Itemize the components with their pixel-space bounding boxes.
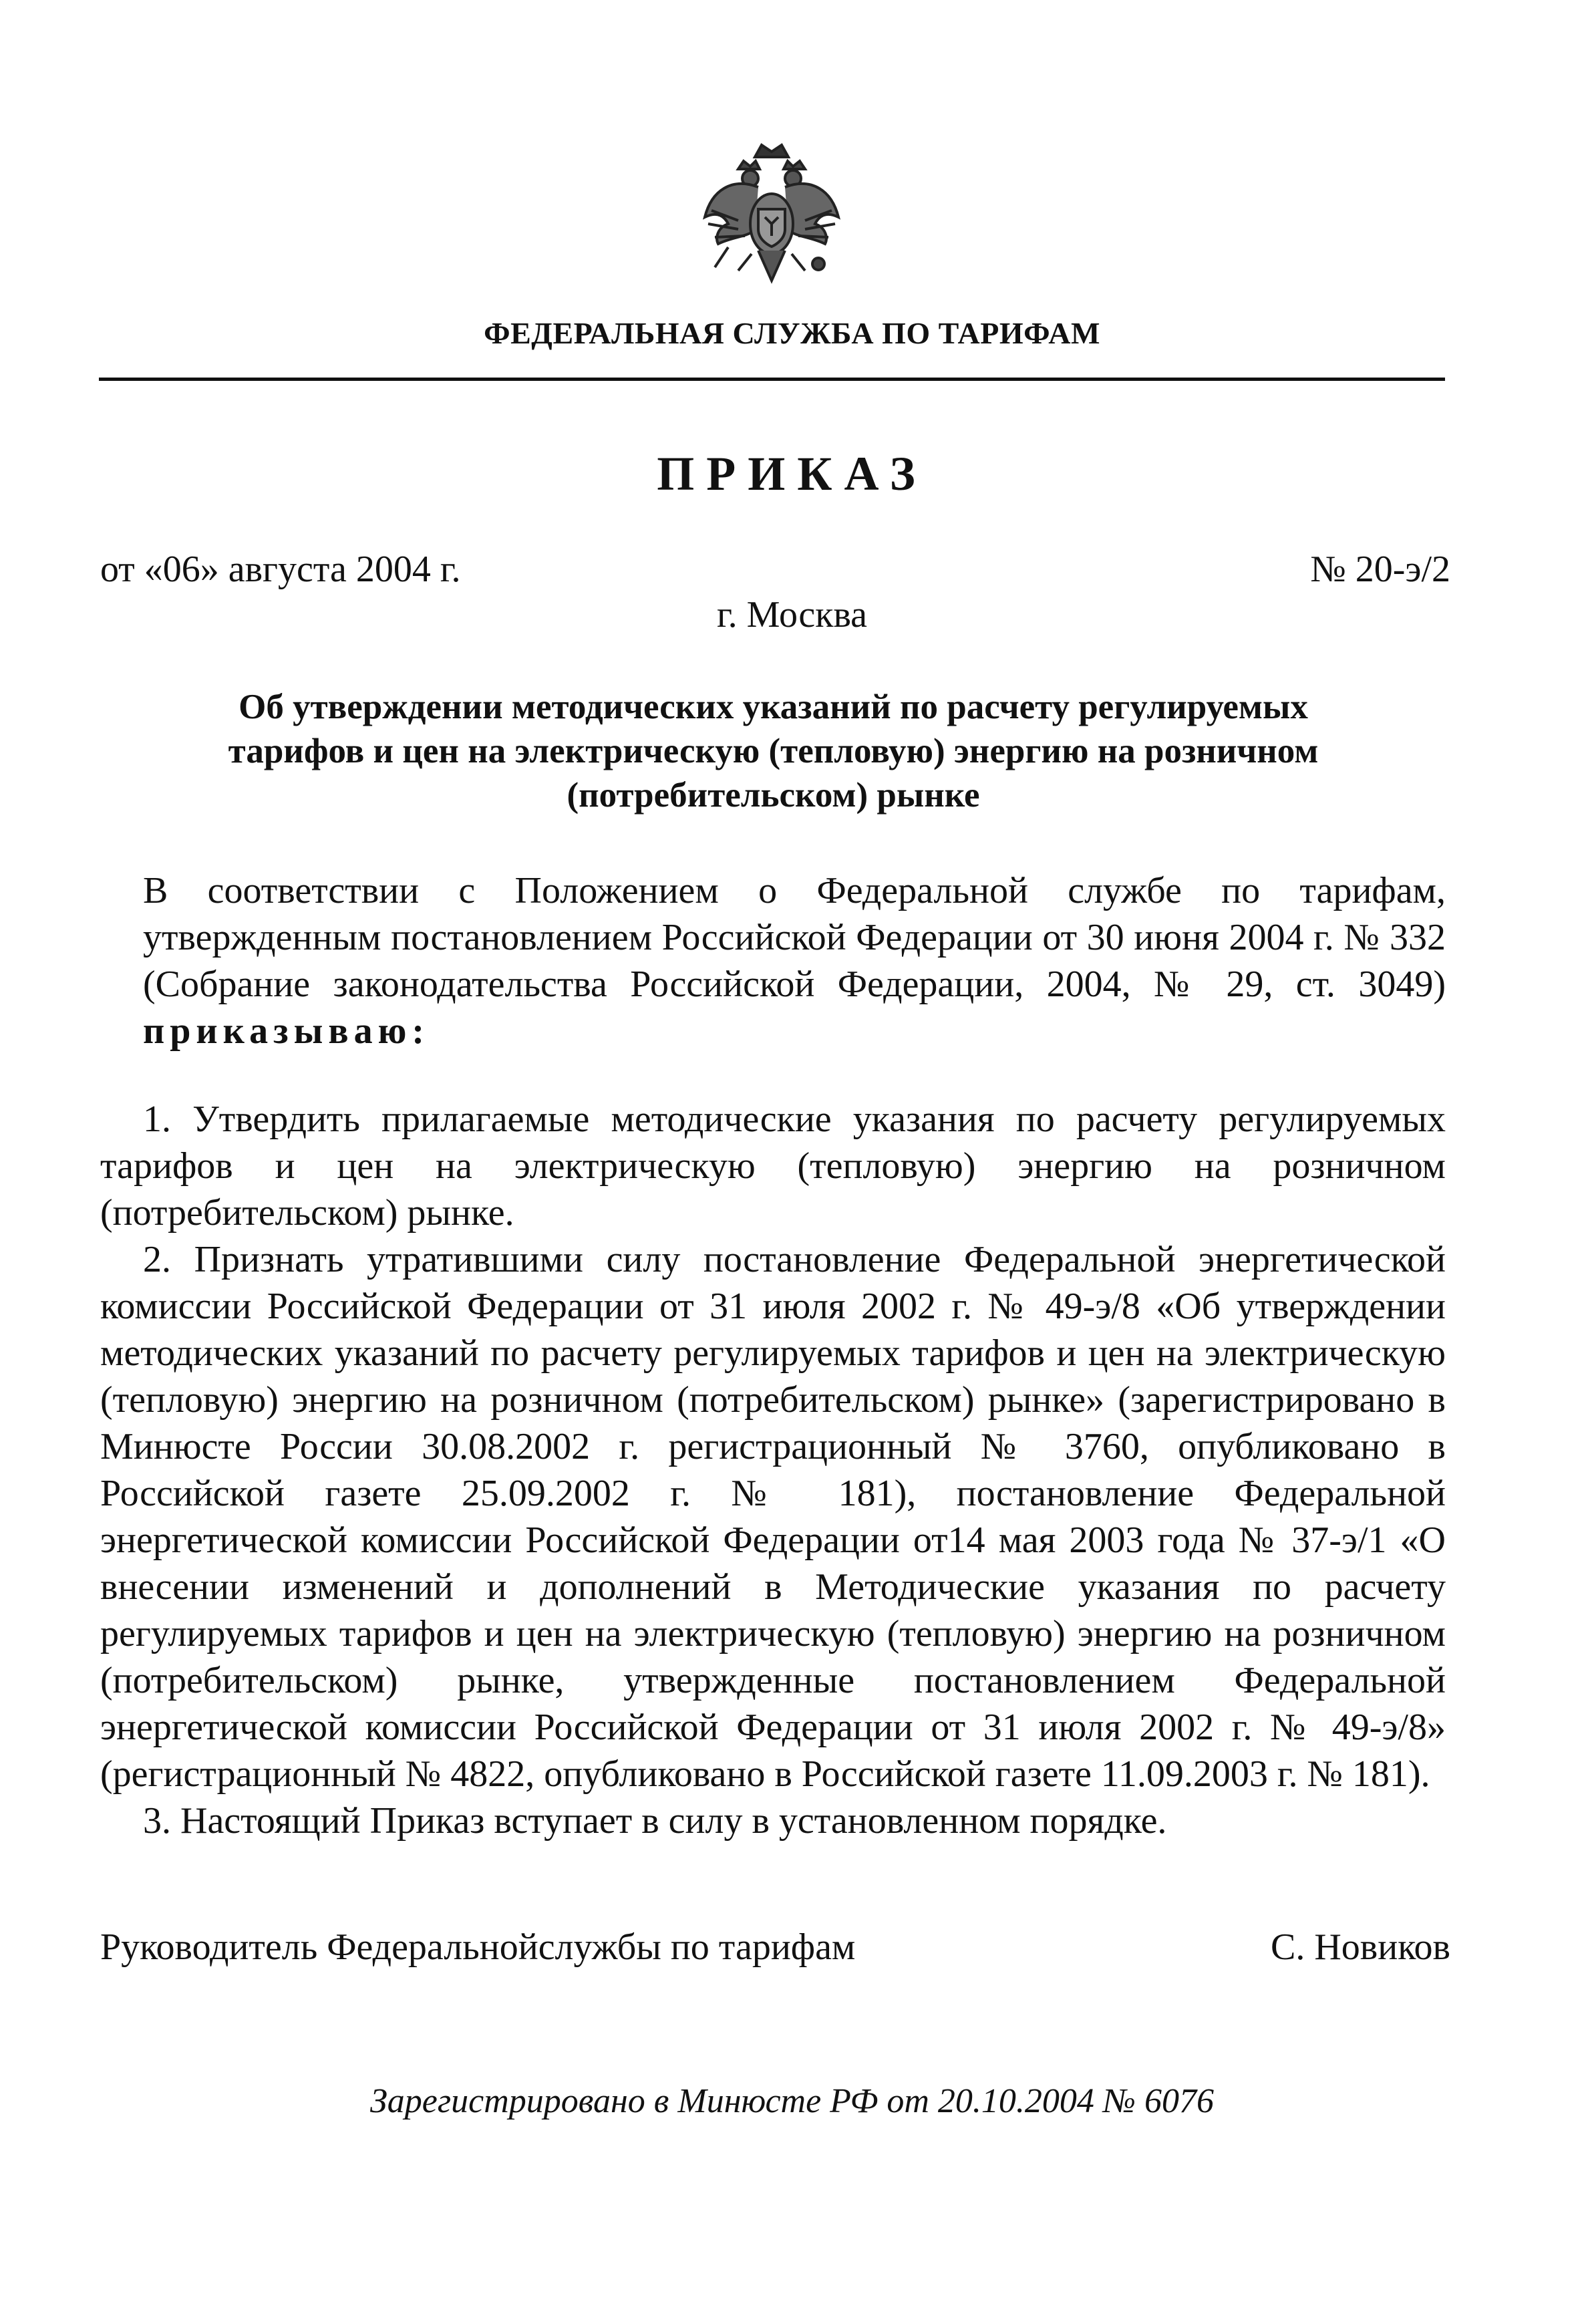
subject-line: Об утверждении методических указаний по расчету регулируемых — [239, 688, 1308, 726]
order-item: 2. Признать утратившими силу постановление Федеральной энергетической комиссии Российской Федерации от 31 июля 2002 г. № 49-э/8 «Об утверждении методических указаний по расчету регулируемых тарифов и цен на электрическую (тепловую) энергию на розничном (потребительском) рынке» (зарегистрировано в Минюсте России 30.08.2002 г. регистрационный № 3760, опубликовано в Российской газете 25.09.2002 г. № 181), постановление Федеральной энергетической комиссии Российской Федерации от14 мая 2003 года № 37-э/1 «О внесении изменений и дополнений в Методические указания по расчету регулируемых тарифов и цен на электрическую (тепловую) энергию на розничном (потребительском) рынке, утвержденные постановлением Федеральной энергетической комиссии Российской Федерации от 31 июля 2002 г. № 49-э/8» (регистрационный № 4822, опубликовано в Российской газете 11.09.2003 г. № 181). — [100, 1239, 1446, 1795]
order-item: 3. Настоящий Приказ вступает в силу в установленном порядке. — [143, 1800, 1167, 1842]
coat-of-arms-icon — [691, 137, 852, 304]
preamble-paragraph — [143, 867, 1446, 1054]
header-divider — [99, 378, 1445, 381]
order-word: приказываю: — [143, 1010, 430, 1052]
subject-line: (потребительском) рынке — [567, 776, 980, 815]
preamble-text: В соответствии с Положением о Федеральной службе по тарифам, утвержденным постановлением Российской Федерации от 30 июня 2004 г. № 332 (Собрание законодательства Российской Федерации, 2004, № 29, ст. 3049) — [143, 870, 1446, 1005]
document-city: г. Москва — [716, 594, 868, 635]
document-title: ПРИКАЗ — [657, 447, 927, 500]
agency-name: ФЕДЕРАЛЬНАЯ СЛУЖБА ПО ТАРИФАМ — [484, 316, 1100, 350]
document-subject — [100, 685, 1446, 817]
document-number: № 20-э/2 — [1310, 549, 1450, 590]
registration-note: Зарегистрировано в Минюсте РФ от 20.10.2004 № 6076 — [370, 2082, 1214, 2120]
order-items — [100, 1096, 1446, 1844]
signer-role: Руководитель Федеральнойслужбы по тарифам — [100, 1926, 856, 1968]
signer-name: С. Новиков — [1270, 1926, 1450, 1968]
document-date: от «06» августа 2004 г. — [100, 549, 461, 590]
order-item: 1. Утвердить прилагаемые методические указания по расчету регулируемых тарифов и цен на электрическую (тепловую) энергию на розничном (потребительском) рынке. — [100, 1099, 1446, 1233]
subject-line: тарифов и цен на электрическую (тепловую) энергию на розничном — [228, 732, 1319, 770]
